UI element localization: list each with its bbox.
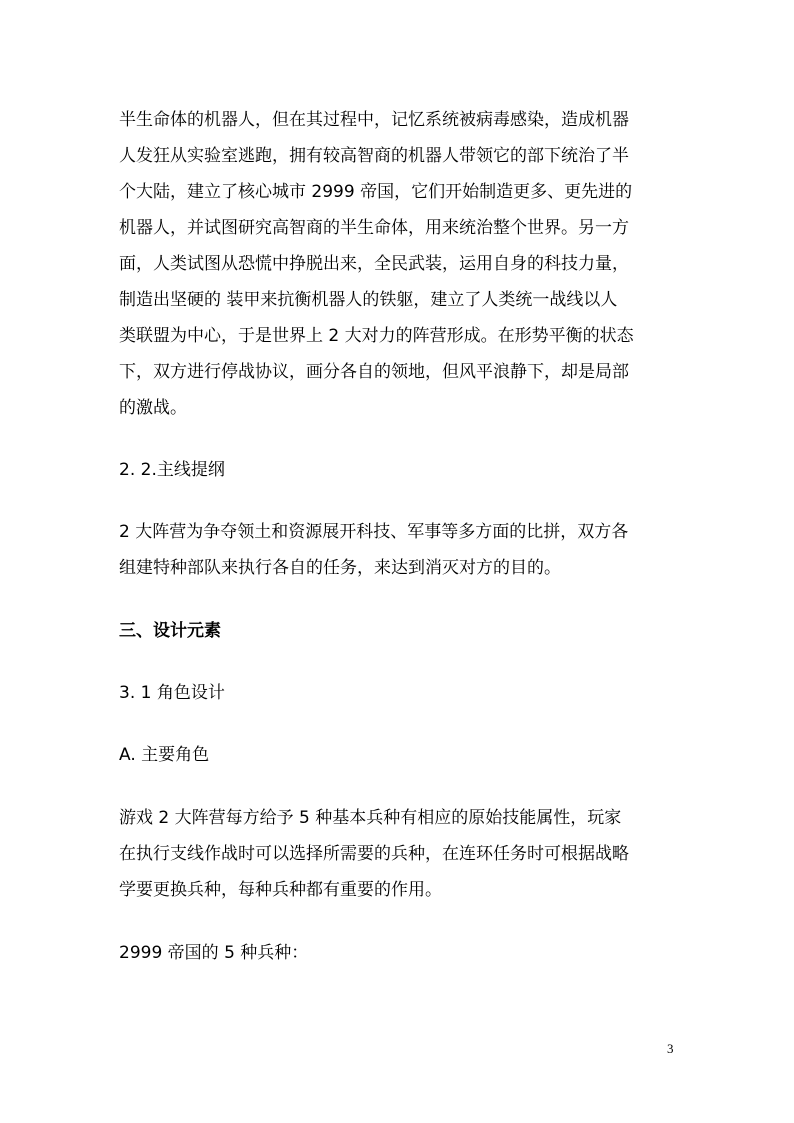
paragraph-line: 制造出坚硬的 装甲来抗衡机器人的铁躯，建立了人类统一战线以人 — [119, 290, 618, 310]
paragraph-line: 机器人，并试图研究高智商的半生命体，用来统治整个世界。另一方 — [119, 218, 629, 238]
paragraph-line: 个大陆，建立了核心城市 2999 帝国，它们开始制造更多、更先进的 — [119, 182, 633, 202]
paragraph-line: 学要更换兵种，每种兵种都有重要的作用。 — [119, 880, 442, 900]
section-heading-2-2: 2. 2.主线提纲 — [119, 460, 225, 480]
paragraph-line: 的激战。 — [119, 398, 187, 418]
section-heading-a: A. 主要角色 — [119, 745, 210, 765]
paragraph-line: 游戏 2 大阵营每方给予 5 种基本兵种有相应的原始技能属性，玩家 — [119, 808, 622, 828]
empire-units-line: 2999 帝国的 5 种兵种： — [119, 943, 309, 963]
paragraph-line: 下，双方进行停战协议，画分各自的领地，但风平浪静下，却是局部 — [119, 362, 629, 382]
section-heading-3-1: 3. 1 角色设计 — [119, 683, 225, 703]
section-heading-3: 三、设计元素 — [119, 621, 221, 641]
paragraph-line: 在执行支线作战时可以选择所需要的兵种，在连环任务时可根据战略 — [119, 844, 629, 864]
paragraph-line: 类联盟为中心，于是世界上 2 大对力的阵营形成。在形势平衡的状态 — [119, 326, 634, 346]
paragraph-line: 人发狂从实验室逃跑，拥有较高智商的机器人带领它的部下统治了半 — [119, 146, 629, 166]
page-number: 3 — [667, 1041, 674, 1056]
paragraph-line: 面，人类试图从恐慌中挣脱出来，全民武装，运用自身的科技力量， — [119, 254, 629, 274]
paragraph-line: 组建特种部队来执行各自的任务，来达到消灭对方的目的。 — [119, 558, 561, 578]
paragraph-line: 2 大阵营为争夺领土和资源展开科技、军事等多方面的比拼，双方各 — [119, 522, 629, 542]
paragraph-line: 半生命体的机器人，但在其过程中，记忆系统被病毒感染，造成机器 — [119, 110, 629, 130]
